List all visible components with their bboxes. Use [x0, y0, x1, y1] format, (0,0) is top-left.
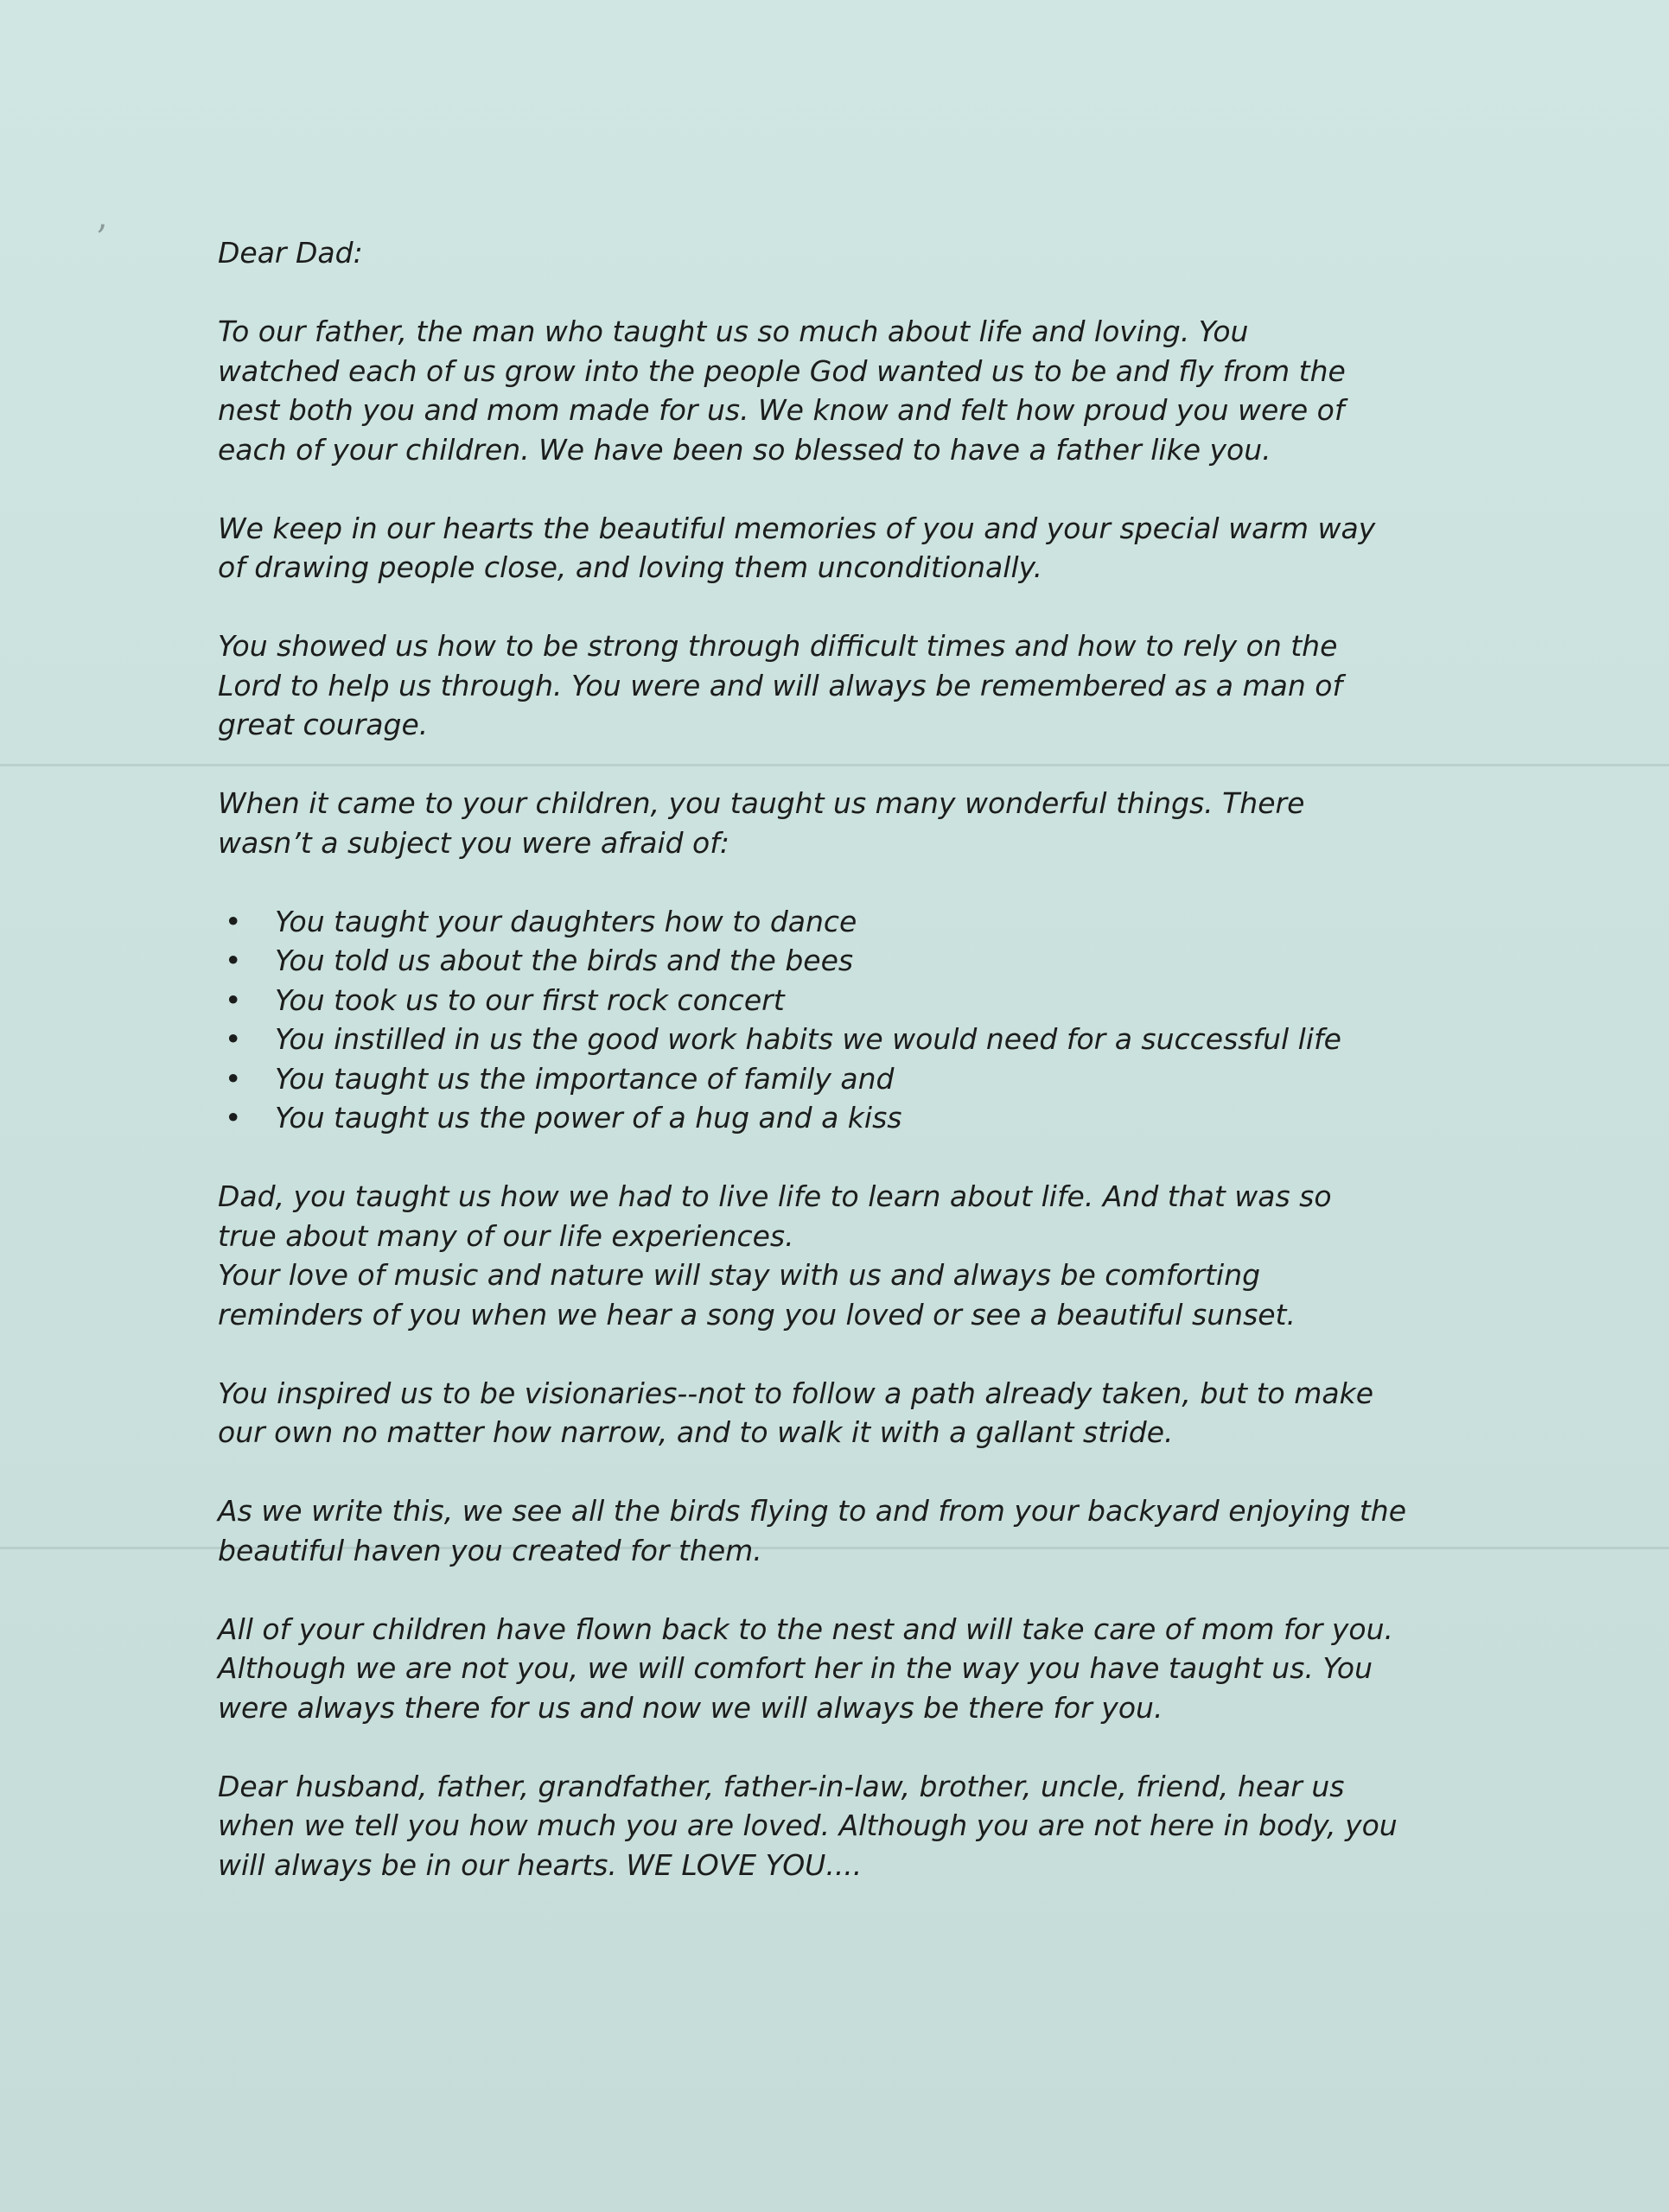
paragraph-line: nest both you and mom made for us. We know and felt how proud you were of	[218, 393, 1345, 427]
list-item	[218, 902, 1514, 942]
paragraph-9	[218, 1767, 1514, 1885]
list-item-text: You taught us the power of a hug and a kiss	[275, 1101, 902, 1135]
paragraph-line: were always there for us and now we will always be there for you.	[218, 1690, 1163, 1725]
list-item-text: You told us about the birds and the bees	[275, 944, 854, 977]
list-item	[218, 981, 1514, 1020]
bullet-icon: •	[225, 904, 242, 938]
paragraph-3	[218, 626, 1514, 745]
bullet-icon: •	[225, 944, 242, 977]
paragraph-line: Dear husband, father, grandfather, father-in-law, brother, uncle, friend, hear us	[218, 1769, 1345, 1803]
paragraph-line: To our father, the man who taught us so much about life and loving. You	[218, 315, 1249, 348]
paragraph-line: each of your children. We have been so blessed to have a father like you.	[218, 432, 1271, 467]
paragraph-line: true about many of our life experiences.	[218, 1218, 794, 1253]
list-item	[218, 1059, 1514, 1099]
bullet-list	[218, 902, 1514, 1138]
paragraph-6	[218, 1374, 1514, 1452]
paragraph-line: You inspired us to be visionaries--not to follow a path already taken, but to make	[218, 1376, 1374, 1410]
list-item	[218, 941, 1514, 981]
bullet-icon: •	[225, 1022, 242, 1056]
list-item	[218, 1098, 1514, 1138]
paragraph-line: All of your children have flown back to the nest and will take care of mom for you.	[218, 1611, 1393, 1646]
paragraph-5	[218, 1177, 1514, 1334]
list-item-text: You taught us the importance of family and	[275, 1061, 895, 1096]
paragraph-line: beautiful haven you created for them.	[218, 1533, 762, 1567]
paragraph-line: When it came to your children, you taught us many wonderful things. There	[218, 786, 1305, 820]
paragraph-4	[218, 784, 1514, 862]
paragraph-2	[218, 509, 1514, 588]
paper-speck-mark: ,	[97, 197, 108, 237]
paragraph-line: when we tell you how much you are loved. Although you are not here in body, you	[218, 1808, 1398, 1842]
paragraph-line: reminders of you when we hear a song you loved or see a beautiful sunset.	[218, 1297, 1296, 1332]
bullet-icon: •	[225, 982, 242, 1017]
paragraph-line: Lord to help us through. You were and will always be remembered as a man of	[218, 668, 1343, 702]
paragraph-line: wasn’t a subject you were afraid of:	[218, 825, 729, 860]
paragraph-line: We keep in our hearts the beautiful memories of you and your special warm way	[218, 511, 1376, 545]
paragraph-1	[218, 312, 1514, 469]
paragraph-line: will always be in our hearts. WE LOVE YOU....	[218, 1847, 863, 1882]
paragraph-line: As we write this, we see all the birds flying to and from your backyard enjoying the	[218, 1494, 1406, 1528]
list-item-text: You instilled in us the good work habits we would need for a successful life	[275, 1022, 1341, 1056]
paragraph-line: of drawing people close, and loving them unconditionally.	[218, 550, 1043, 584]
salutation-text: Dear Dad:	[218, 236, 363, 270]
paragraph-line: Although we are not you, we will comfort her in the way you have taught us. You	[218, 1651, 1373, 1685]
paragraph-line: watched each of us grow into the people God wanted us to be and fly from the	[218, 353, 1346, 388]
list-item-text: You taught your daughters how to dance	[275, 904, 857, 938]
salutation	[218, 233, 1514, 273]
paragraph-8	[218, 1610, 1514, 1728]
paragraph-line: Dad, you taught us how we had to live life to learn about life. And that was so	[218, 1179, 1332, 1213]
bullet-icon: •	[225, 1101, 242, 1135]
list-item-text: You took us to our first rock concert	[275, 982, 785, 1017]
list-item	[218, 1020, 1514, 1059]
paragraph-line: great courage.	[218, 708, 429, 741]
letter-body	[218, 233, 1514, 1885]
paragraph-7	[218, 1491, 1514, 1570]
paragraph-line: You showed us how to be strong through difficult times and how to rely on the	[218, 629, 1338, 663]
paragraph-line: our own no matter how narrow, and to walk it with a gallant stride.	[218, 1415, 1174, 1449]
bullet-icon: •	[225, 1061, 242, 1096]
paragraph-line: Your love of music and nature will stay with us and always be comforting	[218, 1258, 1261, 1292]
